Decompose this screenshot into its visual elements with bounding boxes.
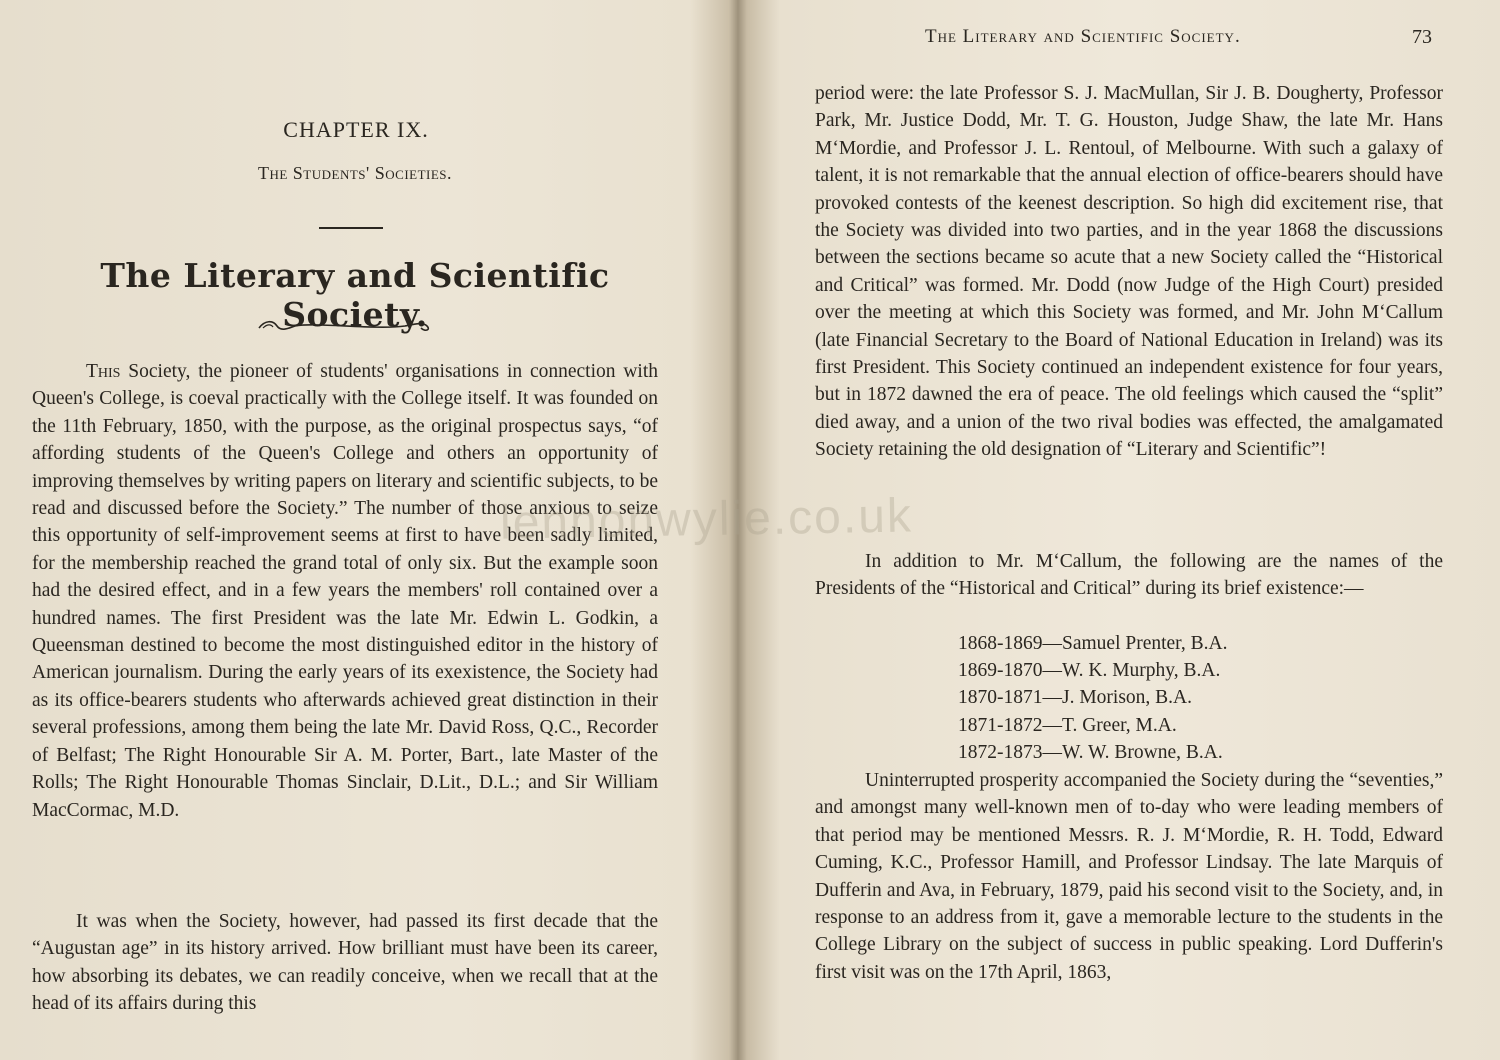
paragraph-1 <box>32 358 658 824</box>
list-item: 1870-1871—J. Morison, B.A. <box>958 687 1193 709</box>
paragraph-1-text: Society, the pioneer of students' organisations in connection with Queen's College, is coeval practically with the College itself. It was founded on the 11th February, 1850, with the purpose, as the original prospectus says, “of affording students of the Queen's College and others an opportunity of improving themselves by writing papers on literary and scientific subjects, to be read and discussed before the Society.” The number of those anxious to seize this opportunity of self-improvement seems at first to have been sadly limited, for the membership reached the grand total of only six. But the example soon had the desired effect, and in a few years the members' roll contained over a hundred names. The first President was the late Mr. Edwin L. Godkin, a Queensman destined to become the most distinguished editor in the history of American journalism. During the early years of its exexistence, the Society had as its office-bearers students who afterwards achieved great distinction in their several professions, among them being the late Mr. David Ross, Q.C., Recorder of Belfast; The Right Honourable Sir A. M. Porter, Bart., late Master of the Rolls; The Right Honourable Thomas Sinclair, D.Lit., D.L.; and Sir William MacCormac, M.D. <box>32 361 658 821</box>
chapter-heading: CHAPTER IX. <box>283 117 429 142</box>
running-head: The Literary and Scientific Society. <box>925 26 1241 47</box>
paragraph-4: In addition to Mr. M‘Callum, the following are the names of the Presidents of the “Historical and Critical” during its brief existence:— <box>815 551 1443 600</box>
paragraph-2: It was when the Society, however, had passed its first decade that the “Augustan age” in its history arrived. How brilliant must have been its career, how absorbing its debates, we can readily conceive, when we recall that at the head of its affairs during this <box>32 911 658 1015</box>
ornament-flourish <box>255 318 435 334</box>
paragraph-3: period were: the late Professor S. J. MacMullan, Sir J. B. Dougherty, Professor Park, Mr. Justice Dodd, Mr. T. G. Houston, Judge Shaw, the late Mr. Hans M‘Mordie, and Professor J. L. Rentoul, of Melbourne. With such a galaxy of talent, it is not remarkable that the annual election of office-bearers should have provoked contests of the keenest description. So high did excitement rise, that the Society was divided into two parties, and in the year 1868 the discussions between the sections became so acute that a new Society called the “Historical and Critical” was formed. Mr. Dodd (now Judge of the High Court) presided over the meeting at which this Society was formed, and Mr. John M‘Callum (late Financial Secretary to the Board of National Education in Ireland) was its first President. This Society continued an independent existence for four years, but in 1872 dawned the era of peace. The old feelings which caused the “split” died away, and a union of the two rival bodies was effected, the amalgamated Society retaining the old designation of “Literary and Scientific”! <box>815 83 1443 461</box>
section-title: The Literary and Scientific Society. <box>100 256 610 334</box>
presidents-list <box>958 630 1227 766</box>
divider-rule <box>319 227 383 229</box>
watermark: lennonwylie.co.uk <box>499 489 914 550</box>
list-item: 1868-1869—Samuel Prenter, B.A. <box>958 633 1228 654</box>
paragraph-5: Uninterrupted prosperity accompanied the Society during the “seventies,” and amongst many well-known men of to-day who were leading members of that period may be mentioned Messrs. R. J. M‘Mordie, R. H. Todd, Edward Cuming, K.C., Professor Hamill, and Professor Lindsay. The late Marquis of Dufferin and Ava, in February, 1879, paid his second visit to the Society, and, in response to an address from it, gave a memorable lecture to the students in the College Library on the subject of success in public speaking. Lord Dufferin's first visit was on the 17th April, 1863, <box>815 770 1443 983</box>
list-item: 1872-1873—W. W. Browne, B.A. <box>958 741 1223 763</box>
paragraph-lead-word: This <box>86 361 121 382</box>
page-number: 73 <box>1412 26 1432 48</box>
list-item: 1869-1870—W. K. Murphy, B.A. <box>958 660 1221 682</box>
list-item: 1871-1872—T. Greer, M.A. <box>958 714 1177 736</box>
chapter-subheading: The Students' Societies. <box>257 163 453 183</box>
